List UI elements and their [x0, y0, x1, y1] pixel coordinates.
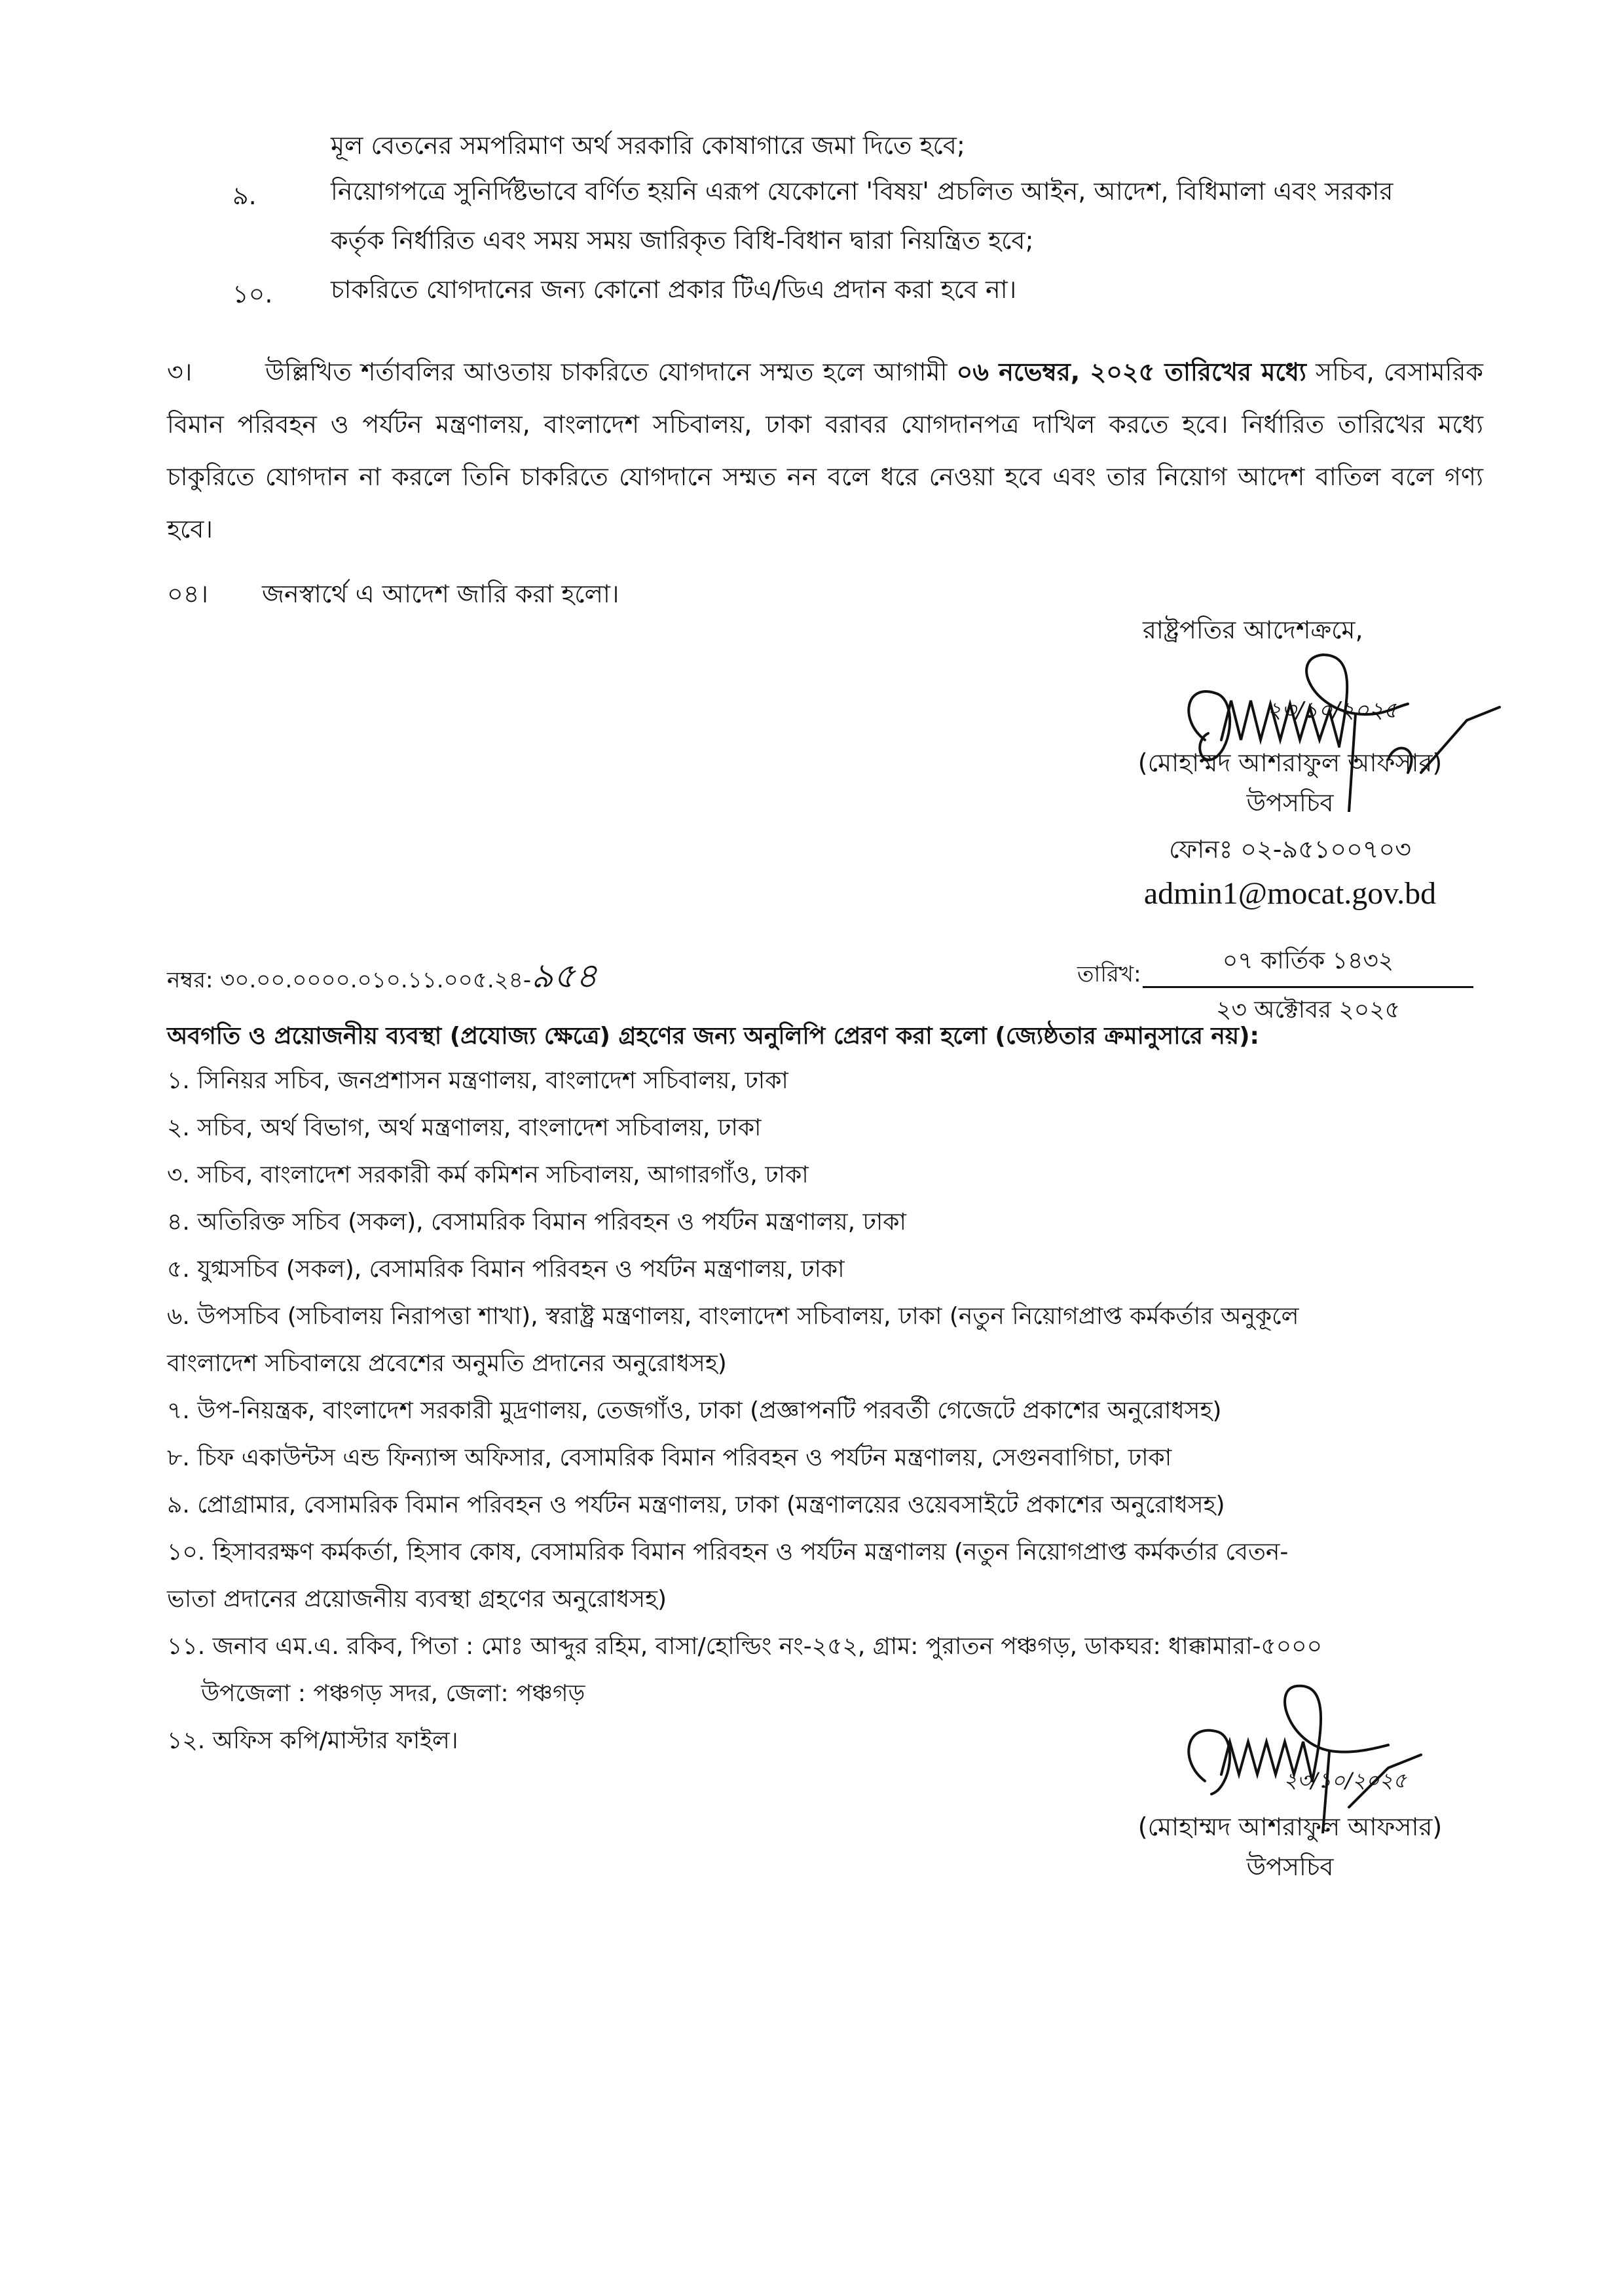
paragraph-3-number: ৩। — [167, 358, 193, 386]
copy-to-item — [167, 1529, 1483, 1623]
copy-to-item — [167, 1057, 1483, 1105]
signatory-1-designation: উপসচিব — [1246, 788, 1334, 817]
memo-number — [167, 956, 597, 997]
copy-to-item — [167, 1387, 1483, 1435]
copy-to-item-text: ১২. অফিস কপি/মাস্টার ফাইল। — [167, 1727, 458, 1754]
condition-10-number: ১০. — [232, 280, 273, 308]
signatory-1-name: (মোহাম্মদ আশরাফুল আফসার) — [1137, 748, 1443, 777]
paragraph-3-deadline: ০৬ নভেম্বর, ২০২৫ তারিখের মধ্যে — [956, 358, 1306, 386]
copy-to-item-text: ১০. হিসাবরক্ষণ কর্মকর্তা, হিসাব কোষ, বেসামরিক বিমান পরিবহন ও পর্যটন মন্ত্রণালয় (নতুন নিয়োগপ্রাপ্ত কর্মকর্তার বেতন- — [167, 1539, 1289, 1566]
condition-10-text: চাকরিতে যোগদানের জন্য কোনো প্রকার টিএ/ডিএ প্রদান করা হবে না। — [331, 275, 1017, 304]
paragraph-4-text: জনস্বার্থে এ আদেশ জারি করা হলো। — [262, 579, 619, 608]
condition-9-number: ৯. — [232, 181, 257, 210]
signatory-2-name: (মোহাম্মদ আশরাফুল আফসার) — [1137, 1812, 1443, 1841]
copy-to-item-text: ৫. যুগ্মসচিব (সকল), বেসামরিক বিমান পরিবহন ও পর্যটন মন্ত্রণালয়, ঢাকা — [167, 1256, 845, 1283]
condition-9-line-1: নিয়োগপত্রে সুনির্দিষ্টভাবে বর্ণিত হয়নি এরূপ যেকোনো 'বিষয়' প্রচলিত আইন, আদেশ, বিধিমালা এবং সরকার — [331, 177, 1393, 206]
memo-number-handwritten: ৯৫৪ — [531, 957, 598, 996]
copy-to-item-text: ৯. প্রোগ্রামার, বেসামরিক বিমান পরিবহন ও পর্যটন মন্ত্রণালয়, ঢাকা (মন্ত্রণালয়ের ওয়েবসাইটে প্রকাশের অনুরোধসহ) — [167, 1492, 1225, 1518]
copy-to-item — [167, 1482, 1483, 1529]
paragraph-3-text-before: উল্লিখিত শর্তাবলির আওতায় চাকরিতে যোগদানে সম্মত হলে আগামী — [265, 358, 957, 386]
copy-to-item — [167, 1152, 1483, 1199]
copy-to-item-text: ২. সচিব, অর্থ বিভাগ, অর্থ মন্ত্রণালয়, বাংলাদেশ সচিবালয়, ঢাকা — [167, 1114, 762, 1141]
paragraph-4-number: ০৪। — [167, 579, 208, 608]
copy-to-item-continuation: ভাতা প্রদানের প্রয়োজনীয় ব্যবস্থা গ্রহণের অনুরোধসহ) — [167, 1586, 667, 1613]
memo-date-bangla: ০৭ কার্তিক ১৪৩২ — [1143, 943, 1473, 988]
date-label: তারিখ: — [1077, 961, 1141, 987]
signatory-1-block — [1087, 743, 1493, 919]
paragraph-3 — [167, 346, 1483, 555]
copy-to-item — [167, 1105, 1483, 1152]
copy-to-item-continuation: বাংলাদেশ সচিবালয়ে প্রবেশের অনুমতি প্রদানের অনুরোধসহ) — [167, 1350, 727, 1377]
signatory-1-email[interactable]: admin1@mocat.gov.bd — [1143, 876, 1437, 911]
copy-to-item-text: ১১. জনাব এম.এ. রকিব, পিতা : মোঃ আব্দুর রহিম, বাসা/হোল্ডিং নং-২৫২, গ্রাম: পুরাতন পঞ্চগড়, ডাকঘর: ধাক্কামারা-৫০০০ — [167, 1633, 1323, 1660]
copy-to-item — [167, 1435, 1483, 1482]
paragraph-3-text-after: সচিব, বেসামরিক বিমান পরিবহন ও পর্যটন মন্ত্রণালয়, বাংলাদেশ সচিবালয়, ঢাকা বরাবর যোগদানপত্র দাখিল করতে হবে। নির্ধারিত তারিখের মধ্যে চাকুরিতে যোগদান না করলে তিনি চাকরিতে যোগদানে সম্মত নন বলে ধরে নেওয়া হবে এবং তার নিয়োগ আদেশ বাতিল বলে গণ্য হবে। — [167, 358, 1483, 543]
copy-to-item-text: ৪. অতিরিক্ত সচিব (সকল), বেসামরিক বিমান পরিবহন ও পর্যটন মন্ত্রণালয়, ঢাকা — [167, 1209, 906, 1236]
copy-to-list — [167, 1057, 1483, 1765]
condition-9-line-2: কর্তৃক নির্ধারিত এবং সময় সময় জারিকৃত বিধি-বিধান দ্বারা নিয়ন্ত্রিত হবে; — [331, 226, 1034, 255]
condition-8-continuation: মূল বেতনের সমপরিমাণ অর্থ সরকারি কোষাগারে জমা দিতে হবে; — [331, 131, 965, 160]
copy-to-item — [167, 1246, 1483, 1293]
signatory-2-block — [1087, 1807, 1493, 1887]
copy-to-heading: অবগতি ও প্রয়োজনীয় ব্যবস্থা (প্রযোজ্য ক্ষেত্রে) গ্রহণের জন্য অনুলিপি প্রেরণ করা হলো (জ্যেষ্ঠতার ক্রমানুসারে নয়): — [167, 1023, 1259, 1050]
memo-date-gregorian: ২৩ অক্টোবর ২০২৫ — [1216, 997, 1400, 1023]
signatory-2-designation: উপসচিব — [1246, 1852, 1334, 1881]
copy-to-item-continuation: উপজেলা : পঞ্চগড় সদর, জেলা: পঞ্চগড় — [201, 1680, 585, 1707]
copy-to-item — [167, 1293, 1483, 1387]
copy-to-item-text: ১. সিনিয়র সচিব, জনপ্রশাসন মন্ত্রণালয়, বাংলাদেশ সচিবালয়, ঢাকা — [167, 1067, 788, 1094]
by-order-of-president: রাষ্ট্রপতির আদেশক্রমে, — [1143, 615, 1363, 644]
copy-to-item-text: ৩. সচিব, বাংলাদেশ সরকারী কর্ম কমিশন সচিবালয়, আগারগাঁও, ঢাকা — [167, 1162, 809, 1188]
signature-2-date: ২৩/১০/২০২৫ — [1283, 1768, 1407, 1793]
copy-to-item-text: ৭. উপ-নিয়ন্ত্রক, বাংলাদেশ সরকারী মুদ্রণালয়, তেজগাঁও, ঢাকা (প্রজ্ঞাপনটি পরবর্তী গেজেটে প্রকাশের অনুরোধসহ) — [167, 1397, 1222, 1424]
memo-number-label: নম্বর: ৩০.০০.০০০০.০১০.১১.০০৫.২৪- — [167, 967, 532, 993]
copy-to-item-text: ৬. উপসচিব (সচিবালয় নিরাপত্তা শাখা), স্বরাষ্ট্র মন্ত্রণালয়, বাংলাদেশ সচিবালয়, ঢাকা (নতুন নিয়োগপ্রাপ্ত কর্মকর্তার অনুকূলে — [167, 1303, 1299, 1330]
copy-to-item-text: ৮. চিফ একাউন্টস এন্ড ফিন্যান্স অফিসার, বেসামরিক বিমান পরিবহন ও পর্যটন মন্ত্রণালয়, সেগুনবাগিচা, ঢাকা — [167, 1444, 1172, 1471]
signature-1-date: ২৩/১০/২০২৫ — [1267, 697, 1398, 724]
signatory-1-phone: ফোনঃ ০২-৯৫১০০৭০৩ — [1169, 834, 1411, 864]
copy-to-item — [167, 1199, 1483, 1246]
